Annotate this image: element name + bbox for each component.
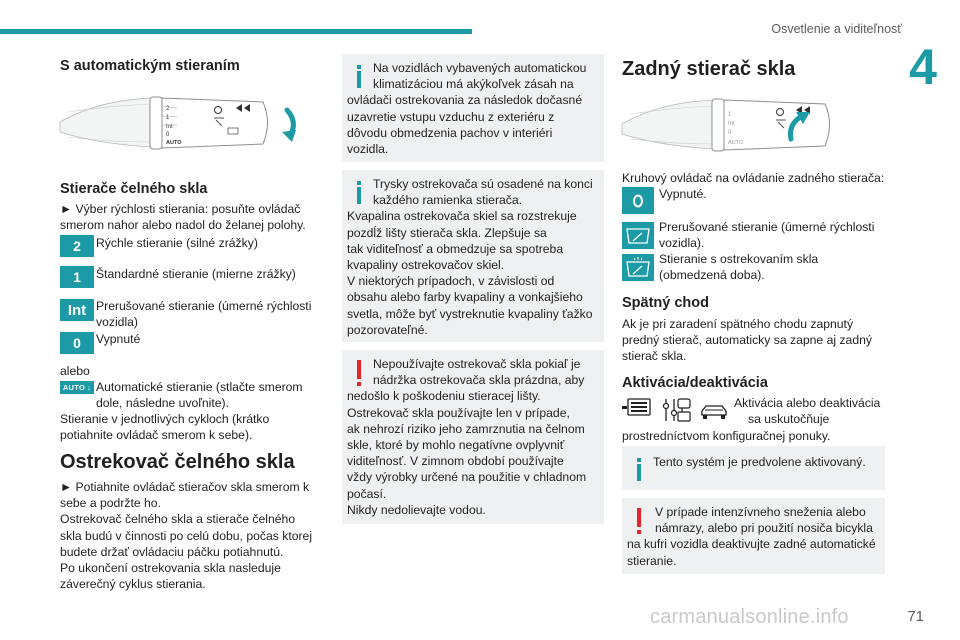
reverse-title: Spätný chod [622, 295, 710, 311]
lever-label-0: 0 [166, 132, 170, 138]
car-icon [702, 406, 726, 419]
info-note-default: Tento systém je predvolene aktivovaný. [622, 446, 885, 490]
speed-badge-2: 2 [60, 235, 94, 257]
settings-sliders-icon [664, 399, 691, 421]
info-note-nozzles: Trysky ostrekovača sú osadené na konci každého ramienka stierača. Kvapalina ostrekovača skiel sa rozstrekuje pozdĺž lišty stierača skla. Zlepšuje sa tak viditeľnosť a obmedzuje sa spotreba kvapaliny ostrekovačov skiel. V niektorých prípadoch, v závislosti od obsahu alebo farby kvapaliny a vonkajšieho svetla, môže byť vystreknutie kvapaliny ťažko pozorovateľné. [342, 170, 604, 342]
chapter-title: Osvetlenie a viditeľnosť [771, 22, 902, 36]
rear-mode-text-washer: Stieranie s ostrekovaním skla (obmedzená doba). [659, 252, 819, 283]
page-number: 71 [907, 608, 924, 625]
chapter-number: 4 [909, 39, 937, 95]
speed-text-int: Prerušované stieranie (úmerné rýchlosti vozidla) [96, 299, 312, 330]
warning-note-snow: V prípade intenzívneho sneženia alebo námrazy, alebo pri použití nosiča bicykla na kufri vozidla deaktivujte zadné automatické stieranie. [622, 498, 885, 574]
rear-lever-label-auto: AUTO [728, 140, 744, 146]
reverse-text: Ak je pri zaradení spätného chodu zapnutý predný stierač, automaticky sa zapne aj zadný stierač skla. [622, 317, 872, 364]
rear-lever-label-1: 1 [728, 112, 732, 118]
section-title-auto-wiping: S automatickým stieraním [60, 58, 240, 74]
activation-text-config: prostredníctvom konfiguračnej ponuky. [622, 429, 831, 443]
info-note-ventilation: Na vozidlách vybavených automatickou klimatizáciou má akýkoľvek zásah na ovládači ostrekovania za následok dočasné uzavretie vstupu vzduchu z exteriéru z dôvodu obmedzenia pachov v interiéri vozidla. [342, 54, 604, 162]
speed-text-0: Vypnuté [96, 332, 141, 346]
front-wipers-title: Stierače čelného skla [60, 181, 208, 197]
lever-label-1: 1 [166, 115, 170, 121]
lever-label-int: Int [166, 124, 173, 130]
ring-intro: Kruhový ovládač na ovládanie zadného stierača: [622, 171, 885, 185]
header-accent-bar [0, 29, 472, 34]
washer-text: ► Potiahnite ovládač stieračov skla smerom k sebe a podržte ho. Ostrekovač čelného skla a stierače čelného skla budú v činnosti po celú dobu, počas ktorej budete držať ovládaciu páčku potiahnutú. Po ukončení ostrekovania skla nasleduje záverečný cyklus stierania. [60, 480, 313, 592]
washer-title: Ostrekovač čelného skla [60, 451, 295, 473]
rear-wiper-lever-illustration [620, 94, 865, 156]
auto-badge: AUTO ↓ [60, 381, 94, 394]
speed-badge-int: Int [60, 299, 94, 321]
activation-title: Aktivácia/deaktivácia [622, 375, 768, 391]
activation-text: Aktivácia alebo deaktivácia sa uskutočňuje [734, 396, 881, 427]
lever-label-2: 2 [166, 106, 170, 112]
rear-wiper-washer-icon [622, 254, 654, 281]
warning-note-washer: Nepoužívajte ostrekovač skla pokiaľ je nádržka ostrekovača skla prázdna, aby nedošlo k poškodeniu stieracej lišty. Ostrekovač skla používajte len v prípade, ak nehrozí riziko jeho zamrznutia na čelnom skle, ktoré by mohlo negatívne ovplyvniť viditeľnosť. V zimnom období používajte vždy výrobky určené na použitie v chladnom počasí. Nikdy nedolievajte vodou. [342, 350, 604, 524]
auto-wiping-text: Automatické stieranie (stlačte smerom dole, následne uvoľnite). [96, 380, 303, 411]
watermark: carmanualsonline.info [650, 606, 849, 628]
off-zero-icon [622, 187, 654, 214]
config-menu-icons [622, 397, 732, 425]
single-cycle-text: Stieranie v jednotlivých cykloch (krátko potiahnite ovládač smerom k sebe). [60, 412, 270, 443]
front-wipers-intro: ► Výber rýchlosti stierania: posuňte ovládač smerom nahor alebo nadol do želanej polohy. [60, 202, 306, 233]
screen-menu-icon [622, 399, 650, 415]
wiper-lever-illustration [58, 92, 303, 154]
rear-lever-label-int: Int [728, 121, 735, 127]
rear-mode-text-off: Vypnuté. [659, 187, 707, 201]
rear-mode-text-intermittent: Prerušované stieranie (úmerné rýchlosti vozidla). [659, 220, 875, 251]
rear-wiper-title: Zadný stierač skla [622, 58, 796, 80]
speed-badge-1: 1 [60, 266, 94, 288]
speed-text-2: Rýchle stieranie (silné zrážky) [96, 236, 258, 250]
lever-label-auto: AUTO [166, 140, 182, 146]
rear-wiper-intermittent-icon [622, 222, 654, 249]
speed-badge-0: 0 [60, 332, 94, 354]
info-icon [637, 458, 641, 462]
or-label: alebo [60, 364, 90, 378]
speed-text-1: Štandardné stieranie (mierne zrážky) [96, 267, 296, 281]
rear-lever-label-0: 0 [728, 130, 732, 136]
arrow-down-icon: ↓ [87, 383, 92, 392]
